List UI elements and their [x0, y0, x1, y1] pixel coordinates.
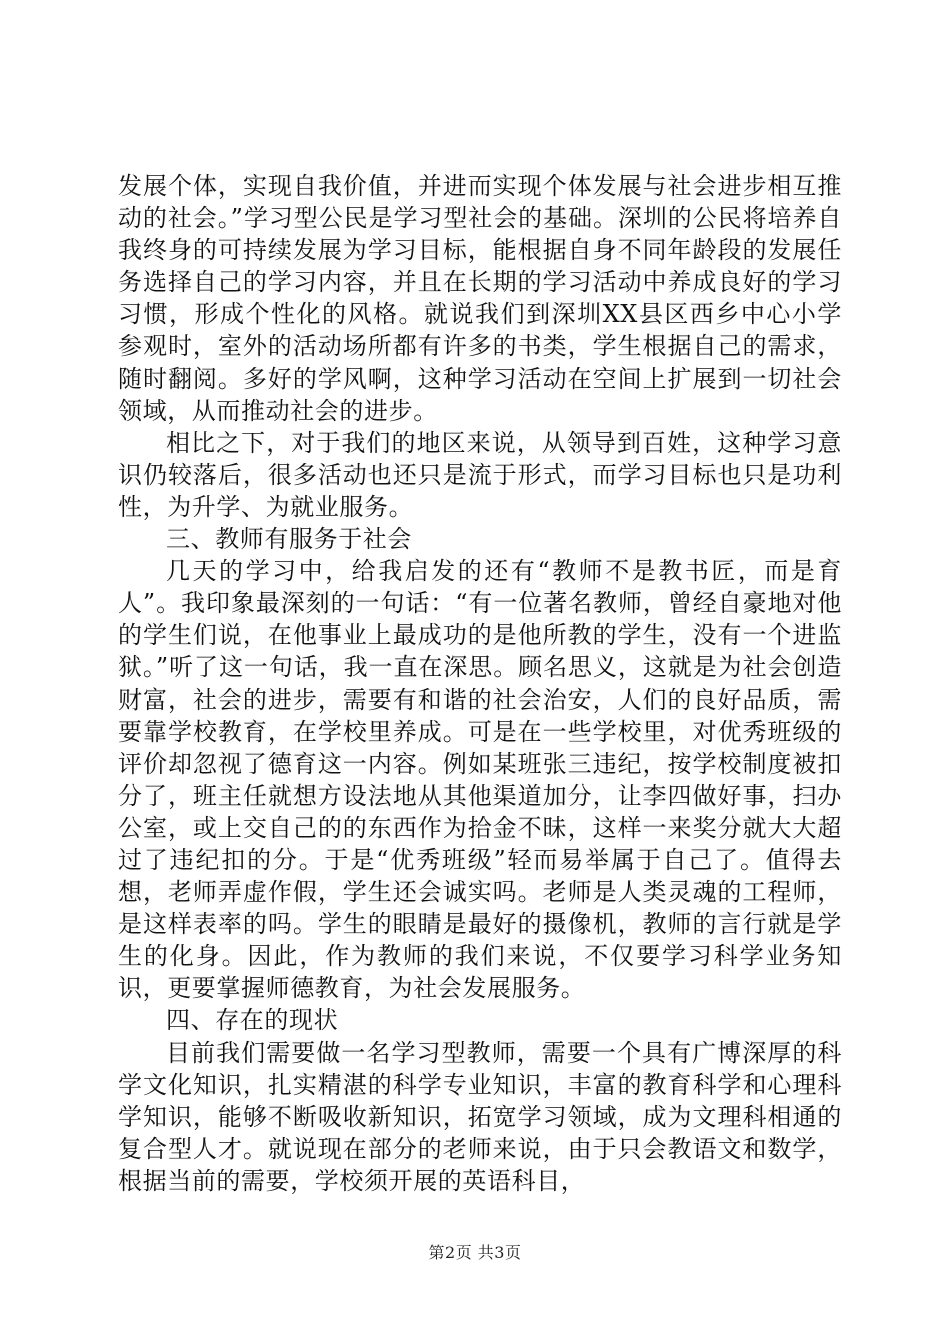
paragraph-4: 几天的学习中，给我启发的还有“教师不是教书匠，而是育人”。我印象最深刻的一句话：“有一位著名教师，曾经自豪地对他的学生们说，在他事业上最成功的是他所教的学生，没有一个进监狱。”听了这一句话，我一直在深思。顾名思义，这就是为社会创造财富，社会的进步，需要有和谐的社会治安，人们的良好品质，需要靠学校教育，在学校里养成。可是在一些学校里，对优秀班级的评价却忽视了德育这一内容。例如某班张三违纪，按学校制度被扣分了，班主任就想方设法地从其他渠道加分，让李四做好事，扫办公室，或上交自己的的东西作为拾金不昧，这样一来奖分就大大超过了违纪扣的分。于是“优秀班级”轻而易举属于自己了。值得去想，老师弄虚作假，学生还会诚实吗。老师是人类灵魂的工程师，是这样表率的吗。学生的眼睛是最好的摄像机，教师的言行就是学生的化身。因此，作为教师的我们来说，不仅要学习科学业务知识，更要掌握师德教育，为社会发展服务。: [118, 557, 842, 1003]
paragraph-1: 发展个体，实现自我价值，并进而实现个体发展与社会进步相互推动的社会。”学习型公民是学习型社会的基础。深圳的公民将培养自我终身的可持续发展为学习目标，能根据自身不同年龄段的发展任务选择自己的学习内容，并且在长期的学习活动中养成良好的学习习惯，形成个性化的风格。就说我们到深圳XX县区西乡中心小学参观时，室外的活动场所都有许多的书类，学生根据自己的需求，随时翻阅。多好的学风啊，这种学习活动在空间上扩展到一切社会领域，从而推动社会的进步。: [118, 172, 842, 425]
section-heading-4: 四、存在的现状: [166, 1006, 339, 1035]
section-heading-3: 三、教师有服务于社会: [166, 525, 412, 554]
paragraph-2: 相比之下，对于我们的地区来说，从领导到百姓，这种学习意识仍较落后，很多活动也还只是流于形式，而学习目标也只是功利性，为升学、为就业服务。: [118, 428, 842, 521]
paragraph-6: 目前我们需要做一名学习型教师，需要一个具有广博深厚的科学文化知识，扎实精湛的科学专业知识，丰富的教育科学和心理科学知识，能够不断吸收新知识，拓宽学习领域，成为文理科相通的复合型人才。就说现在部分的老师来说，由于只会教语文和数学，根据当前的需要，学校须开展的英语科目，: [118, 1038, 842, 1195]
document-body: [118, 170, 842, 1197]
page-footer: 第2页 共3页: [428, 1243, 522, 1262]
